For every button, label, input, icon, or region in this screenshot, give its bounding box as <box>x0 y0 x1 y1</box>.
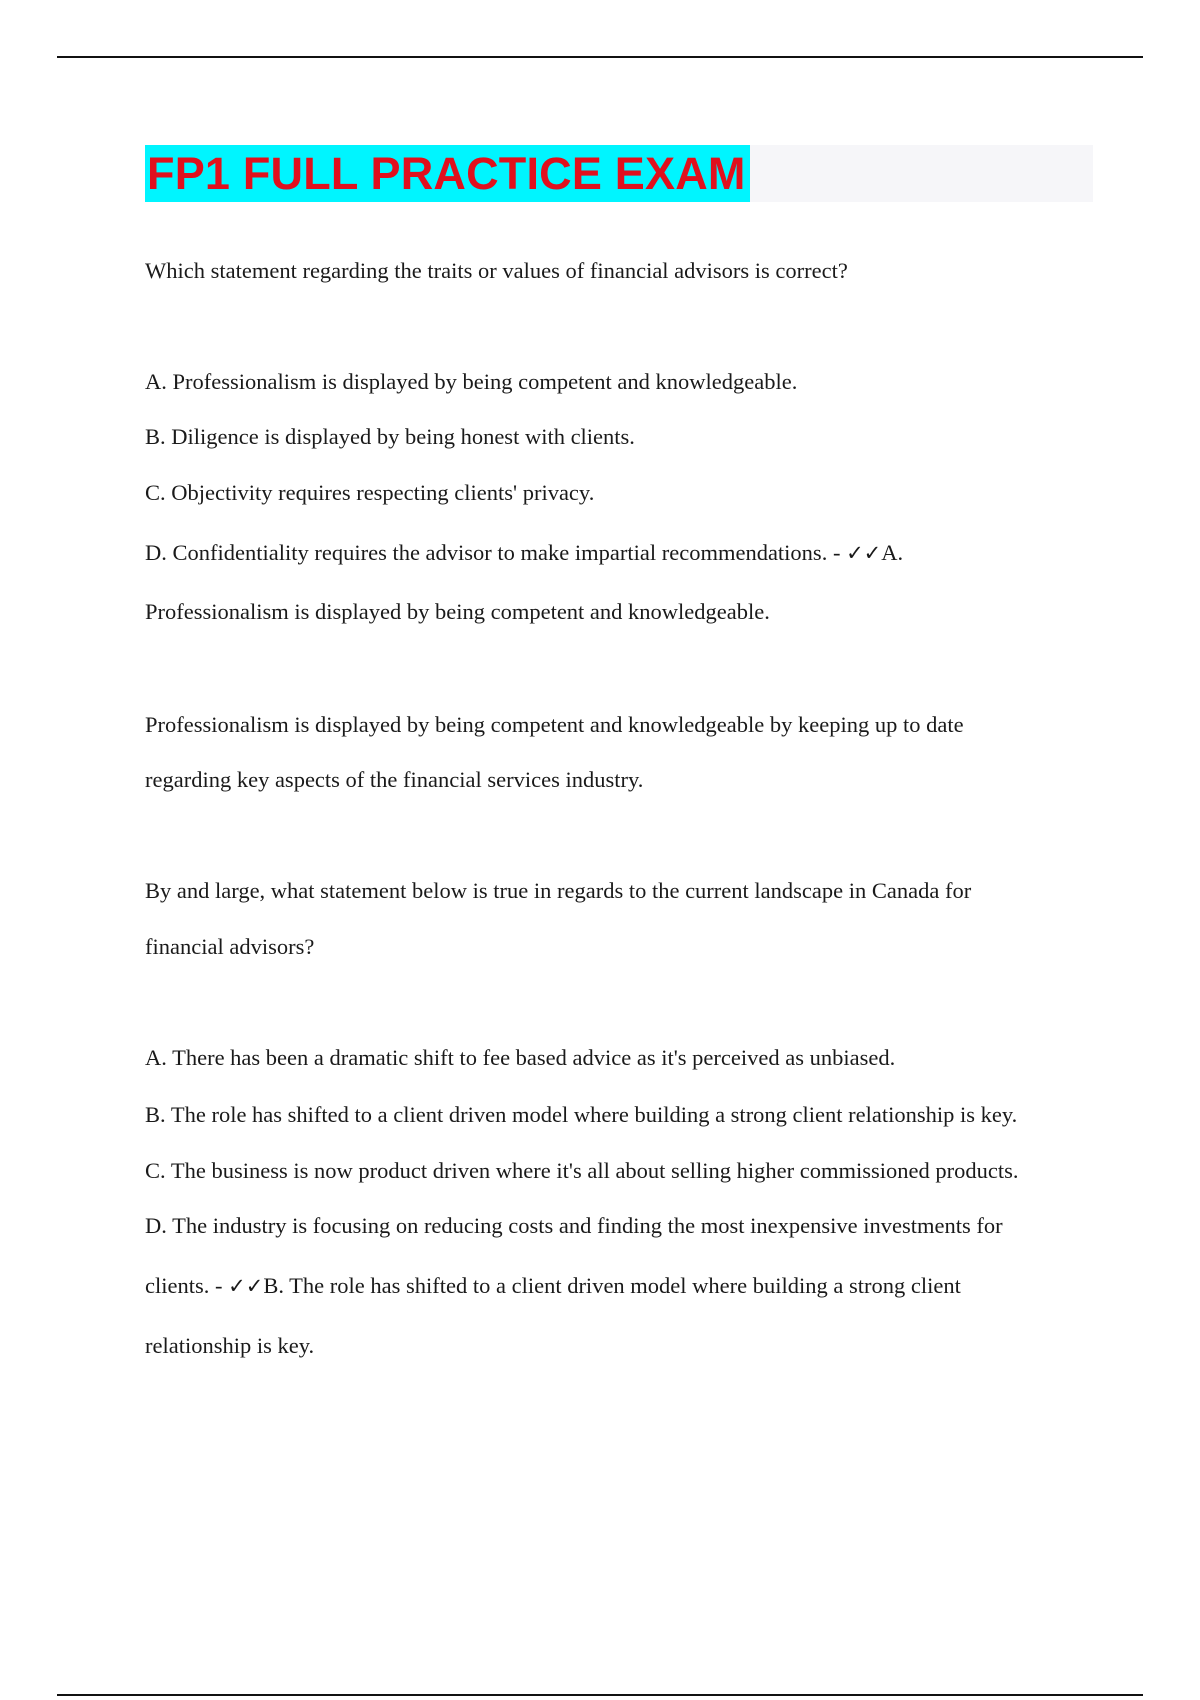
top-rule <box>57 56 1143 58</box>
question-1-explanation-line-1: Professionalism is displayed by being competent and knowledgeable by keeping up to date <box>145 712 964 737</box>
question-2-answer: relationship is key. <box>145 1333 315 1358</box>
question-2-option-c: C. The business is now product driven where it's all about selling higher commissioned products. <box>145 1158 1019 1183</box>
question-1-option-b: B. Diligence is displayed by being honest with clients. <box>145 424 635 449</box>
question-2-option-d-cont-text: clients. - <box>145 1273 229 1298</box>
question-2-prompt-line-2: financial advisors? <box>145 934 315 959</box>
double-check-icon: ✓✓ <box>846 541 882 565</box>
question-1-option-d-text: D. Confidentiality requires the advisor to make impartial recommendations. - <box>145 540 847 565</box>
question-1-answer-start: A. <box>881 540 904 565</box>
question-2-option-a: A. There has been a dramatic shift to fee based advice as it's perceived as unbiased. <box>145 1045 896 1070</box>
question-1-option-d <box>145 538 903 568</box>
question-1-answer: Professionalism is displayed by being competent and knowledgeable. <box>145 599 770 624</box>
question-2-prompt-line-1: By and large, what statement below is true in regards to the current landscape in Canada for <box>145 878 972 903</box>
bottom-rule <box>57 1694 1143 1696</box>
question-1-option-a: A. Professionalism is displayed by being competent and knowledgeable. <box>145 369 798 394</box>
question-2-option-d: D. The industry is focusing on reducing costs and finding the most inexpensive investments for <box>145 1213 1003 1238</box>
question-2-option-b: B. The role has shifted to a client driven model where building a strong client relationship is key. <box>145 1102 1018 1127</box>
question-1-prompt: Which statement regarding the traits or values of financial advisors is correct? <box>145 258 848 283</box>
question-2-option-d-cont <box>145 1271 961 1301</box>
page-title: FP1 FULL PRACTICE EXAM <box>145 145 750 202</box>
question-1-option-c: C. Objectivity requires respecting clients' privacy. <box>145 480 595 505</box>
question-1-explanation-line-2: regarding key aspects of the financial services industry. <box>145 767 644 792</box>
question-2-answer-start: B. The role has shifted to a client driven model where building a strong client <box>263 1273 961 1298</box>
double-check-icon: ✓✓ <box>228 1274 264 1298</box>
